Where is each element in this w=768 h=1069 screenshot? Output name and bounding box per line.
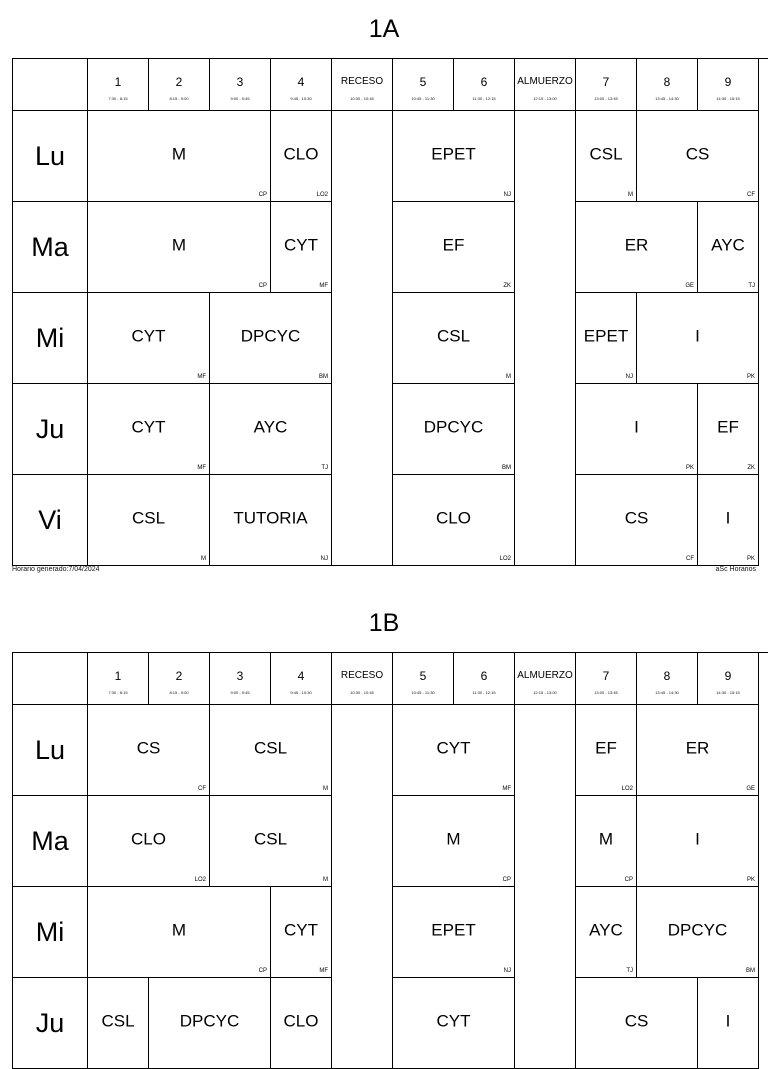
lesson-teacher: PK bbox=[746, 556, 755, 562]
lesson-teacher: LO2 bbox=[316, 192, 328, 198]
period-time: 8:15 - 9:00 bbox=[169, 96, 189, 101]
lesson-subject: CS bbox=[685, 144, 710, 164]
period-time: 7:30 - 8:15 bbox=[108, 96, 128, 101]
lesson-subject: AYC bbox=[253, 417, 288, 437]
lesson-subject: CSL bbox=[436, 326, 471, 346]
period-time: 9:00 - 9:45 bbox=[230, 96, 250, 101]
period-header bbox=[88, 59, 149, 111]
lesson-subject: I bbox=[725, 508, 731, 528]
period-time: 10:30 - 10:45 bbox=[350, 96, 374, 101]
break-column bbox=[332, 111, 393, 566]
period-time: 13:00 - 13:45 bbox=[594, 96, 618, 101]
lesson-subject: CS bbox=[624, 508, 649, 528]
period-header bbox=[210, 59, 271, 111]
period-header bbox=[454, 59, 515, 111]
lesson-cell[interactable] bbox=[637, 293, 759, 384]
period-header bbox=[271, 59, 332, 111]
lesson-subject: M bbox=[171, 920, 187, 940]
period-header bbox=[698, 59, 759, 111]
period-header bbox=[698, 653, 759, 705]
lesson-cell[interactable] bbox=[637, 887, 759, 978]
footer-brand: aSc Horarios bbox=[715, 566, 756, 573]
lesson-subject: M bbox=[598, 829, 614, 849]
lesson-cell[interactable] bbox=[271, 202, 332, 293]
lesson-cell[interactable] bbox=[637, 796, 759, 887]
lesson-subject: DPCYC bbox=[423, 417, 484, 437]
lesson-subject: EF bbox=[442, 235, 465, 255]
lesson-teacher: PK bbox=[746, 374, 755, 380]
lesson-subject: CS bbox=[136, 738, 161, 758]
lesson-subject: M bbox=[446, 829, 461, 849]
period-label: 3 bbox=[236, 75, 244, 89]
day-label: Mi bbox=[13, 887, 88, 978]
period-time: 14:30 - 15:15 bbox=[716, 690, 740, 695]
lesson-cell[interactable] bbox=[698, 202, 759, 293]
period-label: 9 bbox=[724, 75, 732, 89]
period-time: 10:45 - 11:30 bbox=[411, 690, 435, 695]
period-label: ALMUERZO bbox=[517, 670, 573, 681]
lesson-teacher: LO2 bbox=[621, 786, 633, 792]
lesson-subject: CSL bbox=[589, 144, 623, 164]
lesson-subject: CSL bbox=[253, 738, 288, 758]
lesson-cell[interactable] bbox=[88, 111, 271, 202]
period-header bbox=[210, 653, 271, 705]
lesson-cell[interactable] bbox=[393, 887, 515, 978]
lesson-teacher: BM bbox=[319, 374, 328, 380]
lesson-teacher: M bbox=[506, 374, 511, 380]
lesson-subject: CS bbox=[624, 1011, 649, 1031]
period-header bbox=[393, 59, 454, 111]
lesson-subject: I bbox=[725, 1011, 731, 1031]
lesson-teacher: M bbox=[628, 192, 633, 198]
period-label: 3 bbox=[236, 669, 244, 683]
lesson-subject: TUTORIA bbox=[233, 508, 308, 528]
lesson-teacher: M bbox=[323, 877, 328, 883]
period-time: 7:30 - 8:15 bbox=[108, 690, 128, 695]
lesson-cell[interactable] bbox=[88, 293, 210, 384]
lesson-subject: CYT bbox=[284, 235, 318, 255]
lesson-subject: CLO bbox=[436, 508, 471, 528]
lesson-cell[interactable] bbox=[393, 384, 515, 475]
lesson-cell[interactable] bbox=[698, 475, 759, 566]
period-header bbox=[393, 653, 454, 705]
period-header bbox=[88, 653, 149, 705]
corner-cell bbox=[13, 653, 88, 705]
break-column-header bbox=[515, 59, 576, 111]
lesson-cell[interactable] bbox=[576, 475, 698, 566]
period-header bbox=[637, 653, 698, 705]
lesson-subject: EPET bbox=[583, 326, 629, 346]
period-header bbox=[576, 59, 637, 111]
lesson-subject: DPCYC bbox=[667, 920, 728, 940]
lesson-subject: EF bbox=[595, 738, 617, 758]
period-header bbox=[454, 653, 515, 705]
lesson-teacher: CF bbox=[686, 556, 694, 562]
lesson-teacher: NJ bbox=[503, 968, 511, 974]
day-label: Ju bbox=[13, 978, 88, 1069]
lesson-cell[interactable] bbox=[637, 111, 759, 202]
period-label: 1 bbox=[114, 669, 122, 683]
lesson-subject: CYT bbox=[131, 326, 166, 346]
lesson-teacher: TJ bbox=[321, 465, 328, 471]
lesson-teacher: CF bbox=[747, 192, 755, 198]
lesson-cell[interactable] bbox=[88, 384, 210, 475]
lesson-subject: CYT bbox=[436, 1011, 471, 1031]
lesson-teacher: CP bbox=[258, 968, 267, 974]
lesson-cell[interactable] bbox=[210, 705, 332, 796]
day-label: Mi bbox=[13, 293, 88, 384]
lesson-subject: CSL bbox=[101, 1011, 135, 1031]
lesson-teacher: MF bbox=[319, 968, 328, 974]
lesson-subject: ER bbox=[624, 235, 649, 255]
lesson-subject: I bbox=[695, 829, 700, 849]
lesson-cell[interactable] bbox=[393, 475, 515, 566]
lesson-teacher: NJ bbox=[320, 556, 328, 562]
break-column bbox=[515, 111, 576, 566]
lesson-teacher: GE bbox=[685, 283, 694, 289]
day-label: Lu bbox=[13, 705, 88, 796]
period-label: ALMUERZO bbox=[517, 76, 573, 87]
period-label: 2 bbox=[175, 669, 183, 683]
lesson-cell[interactable] bbox=[576, 887, 637, 978]
break-column-header bbox=[515, 653, 576, 705]
period-label: 4 bbox=[297, 669, 305, 683]
period-label: 5 bbox=[419, 669, 427, 683]
break-column bbox=[332, 705, 393, 1069]
lesson-teacher: MF bbox=[197, 465, 206, 471]
lesson-subject: EF bbox=[717, 417, 739, 437]
period-label: 6 bbox=[480, 669, 488, 683]
period-time: 13:00 - 13:45 bbox=[594, 690, 618, 695]
lesson-teacher: TJ bbox=[748, 283, 755, 289]
lesson-cell[interactable] bbox=[393, 705, 515, 796]
period-label: RECESO bbox=[340, 670, 384, 681]
period-label: 6 bbox=[480, 75, 488, 89]
timetable-title: 1B bbox=[368, 609, 400, 637]
lesson-teacher: MF bbox=[502, 786, 511, 792]
day-label: Lu bbox=[13, 111, 88, 202]
period-label: 9 bbox=[724, 669, 732, 683]
lesson-teacher: TJ bbox=[626, 968, 633, 974]
period-time: 12:15 - 13:00 bbox=[533, 690, 557, 695]
period-time: 13:45 - 14:30 bbox=[655, 96, 679, 101]
timetable-title: 1A bbox=[368, 15, 400, 43]
lesson-teacher: PK bbox=[746, 877, 755, 883]
lesson-cell[interactable] bbox=[393, 293, 515, 384]
period-label: 2 bbox=[175, 75, 183, 89]
footer-generated: Horario generado:7/04/2024 bbox=[12, 566, 100, 573]
period-time: 14:30 - 15:15 bbox=[716, 96, 740, 101]
lesson-teacher: ZK bbox=[503, 283, 511, 289]
period-label: 8 bbox=[663, 75, 671, 89]
lesson-subject: CYT bbox=[131, 417, 166, 437]
period-header bbox=[149, 653, 210, 705]
lesson-cell[interactable] bbox=[576, 202, 698, 293]
lesson-subject: M bbox=[171, 144, 187, 164]
lesson-cell[interactable] bbox=[210, 475, 332, 566]
lesson-teacher: GE bbox=[746, 786, 755, 792]
period-time: 13:45 - 14:30 bbox=[655, 690, 679, 695]
lesson-cell[interactable] bbox=[88, 475, 210, 566]
lesson-cell[interactable] bbox=[576, 796, 637, 887]
lesson-subject: AYC bbox=[711, 235, 745, 255]
lesson-cell[interactable] bbox=[576, 384, 698, 475]
period-label: 4 bbox=[297, 75, 305, 89]
lesson-cell[interactable] bbox=[210, 384, 332, 475]
lesson-teacher: CP bbox=[502, 877, 511, 883]
lesson-subject: EPET bbox=[431, 920, 476, 940]
period-time: 10:30 - 10:45 bbox=[350, 690, 374, 695]
period-label: RECESO bbox=[340, 76, 384, 87]
lesson-teacher: M bbox=[201, 556, 206, 562]
lesson-teacher: CP bbox=[258, 192, 267, 198]
day-label: Ma bbox=[13, 796, 88, 887]
lesson-cell[interactable] bbox=[271, 111, 332, 202]
lesson-subject: AYC bbox=[589, 920, 623, 940]
period-label: 1 bbox=[114, 75, 122, 89]
lesson-subject: CLO bbox=[283, 144, 319, 164]
period-time: 9:00 - 9:45 bbox=[230, 690, 250, 695]
period-label: 8 bbox=[663, 669, 671, 683]
lesson-subject: CLO bbox=[131, 829, 166, 849]
lesson-teacher: PK bbox=[685, 465, 694, 471]
day-label: Ju bbox=[13, 384, 88, 475]
lesson-teacher: MF bbox=[197, 374, 206, 380]
lesson-teacher: CP bbox=[624, 877, 633, 883]
lesson-teacher: ZK bbox=[747, 465, 755, 471]
lesson-teacher: M bbox=[323, 786, 328, 792]
lesson-teacher: BM bbox=[502, 465, 511, 471]
lesson-cell[interactable] bbox=[576, 293, 637, 384]
lesson-cell[interactable] bbox=[576, 705, 637, 796]
lesson-teacher: LO2 bbox=[194, 877, 206, 883]
lesson-subject: CLO bbox=[283, 1011, 319, 1031]
lesson-teacher: NJ bbox=[503, 192, 511, 198]
day-label: Vi bbox=[13, 475, 88, 566]
lesson-subject: EPET bbox=[431, 144, 476, 164]
lesson-cell[interactable] bbox=[637, 705, 759, 796]
lesson-cell[interactable] bbox=[271, 887, 332, 978]
period-time: 9:45 - 10:30 bbox=[290, 96, 312, 101]
timetable-grid bbox=[12, 652, 768, 1069]
period-time: 12:15 - 13:00 bbox=[533, 96, 557, 101]
lesson-cell[interactable] bbox=[210, 293, 332, 384]
lesson-teacher: CP bbox=[258, 283, 267, 289]
lesson-cell[interactable] bbox=[210, 796, 332, 887]
lesson-subject: ER bbox=[685, 738, 710, 758]
corner-cell bbox=[13, 59, 88, 111]
lesson-teacher: MF bbox=[319, 283, 328, 289]
day-label: Ma bbox=[13, 202, 88, 293]
lesson-cell[interactable] bbox=[88, 796, 210, 887]
lesson-cell[interactable] bbox=[576, 111, 637, 202]
period-header bbox=[149, 59, 210, 111]
lesson-subject: DPCYC bbox=[240, 326, 301, 346]
period-time: 8:15 - 9:00 bbox=[169, 690, 189, 695]
break-column-header bbox=[332, 59, 393, 111]
lesson-subject: CSL bbox=[131, 508, 166, 528]
lesson-subject: I bbox=[634, 417, 639, 437]
lesson-subject: M bbox=[171, 235, 187, 255]
lesson-subject: DPCYC bbox=[179, 1011, 240, 1031]
lesson-cell[interactable] bbox=[393, 796, 515, 887]
lesson-cell[interactable] bbox=[88, 887, 271, 978]
period-time: 11:30 - 12:15 bbox=[472, 96, 496, 101]
lesson-cell[interactable] bbox=[393, 111, 515, 202]
break-column bbox=[515, 705, 576, 1069]
lesson-cell[interactable] bbox=[88, 202, 271, 293]
timetable-grid bbox=[12, 58, 768, 566]
lesson-cell[interactable] bbox=[698, 384, 759, 475]
lesson-teacher: CF bbox=[198, 786, 206, 792]
period-label: 7 bbox=[602, 75, 610, 89]
period-header bbox=[576, 653, 637, 705]
period-label: 7 bbox=[602, 669, 610, 683]
period-time: 11:30 - 12:15 bbox=[472, 690, 496, 695]
period-label: 5 bbox=[419, 75, 427, 89]
break-column-header bbox=[332, 653, 393, 705]
period-header bbox=[637, 59, 698, 111]
period-time: 10:45 - 11:30 bbox=[411, 96, 435, 101]
period-time: 9:45 - 10:30 bbox=[290, 690, 312, 695]
lesson-teacher: NJ bbox=[625, 374, 633, 380]
lesson-cell[interactable] bbox=[393, 202, 515, 293]
lesson-subject: CSL bbox=[253, 829, 288, 849]
lesson-cell[interactable] bbox=[88, 705, 210, 796]
lesson-subject: I bbox=[695, 326, 700, 346]
period-header bbox=[271, 653, 332, 705]
lesson-teacher: BM bbox=[746, 968, 755, 974]
lesson-subject: CYT bbox=[284, 920, 318, 940]
lesson-teacher: LO2 bbox=[499, 556, 511, 562]
lesson-subject: CYT bbox=[436, 738, 471, 758]
